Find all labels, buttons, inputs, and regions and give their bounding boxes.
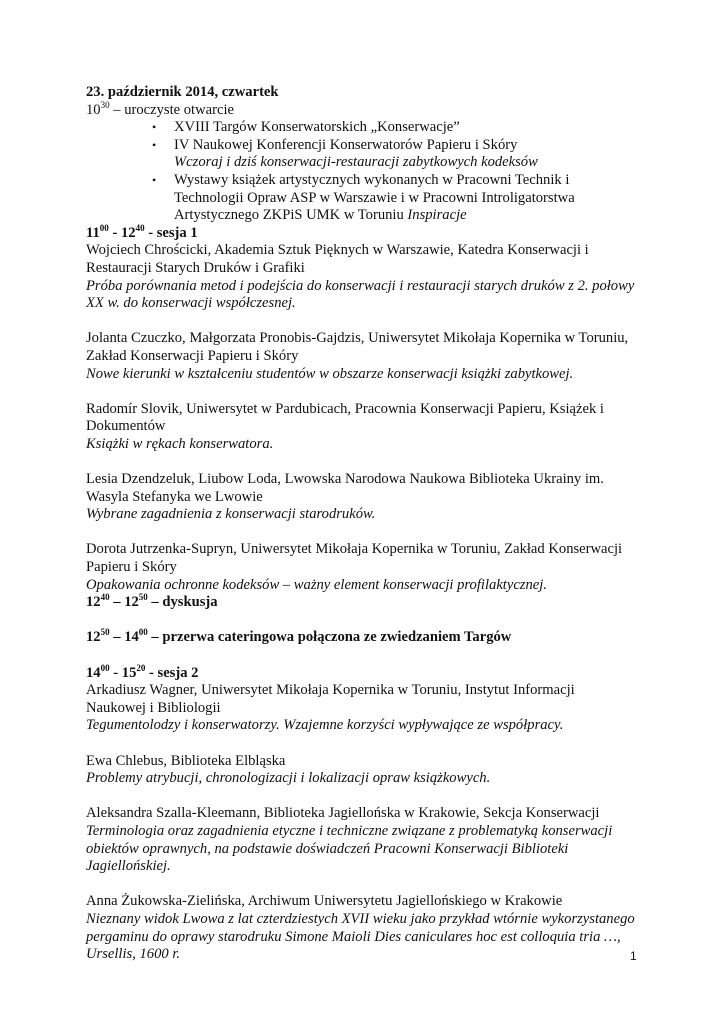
bullet-icon: • (152, 172, 157, 187)
discussion-header: $12^{40} - 12^{50}$ – dyskusja (86, 592, 218, 611)
opening-time-hour: 10 (86, 101, 101, 118)
talk-author: Restauracji Starych Druków i Grafiki (86, 259, 305, 276)
talk-author: Anna Żukowska-Zielińska, Archiwum Uniwersytetu Jagiellońskiego w Krakowie (86, 893, 563, 910)
day-header: 23. październik 2014, czwartek (86, 84, 279, 100)
talk (86, 753, 686, 788)
talk-author: Arkadiusz Wagner, Uniwersytet Mikołaja Kopernika w Toruniu, Instytut Informacji (86, 682, 575, 699)
talk (86, 330, 686, 383)
session-2-header: $14^{00} - 15^{20}$ - sesja 2 (86, 662, 199, 681)
talk-title: Tegumentolodzy i konserwatorzy. Wzajemne korzyści wypływające ze współpracy. (86, 717, 564, 734)
page-number: 1 (630, 949, 637, 963)
talk-title: Opakowania ochronne kodeksów – ważny element konserwacji profilaktycznej. (86, 576, 547, 593)
talk (86, 805, 686, 875)
talk-title: Nieznany widok Lwowa z lat czterdziestych XVII wieku jako przykład wtórnie wykorzystanego (86, 910, 635, 927)
break-header: $12^{50} - 14^{00}$ – przerwa cateringowa połączona ze zwiedzaniem Targów (86, 627, 512, 646)
opening-list (86, 119, 686, 225)
talk-author: Naukowej i Bibliologii (86, 699, 221, 716)
opening-item (86, 119, 686, 137)
talk-title: pergaminu do oprawy starodruku Simone Maioli Dies caniculares hoc est colloquia tria …, (86, 928, 621, 945)
opening-item-text: IV Naukowej Konferencji Konserwatorów Papieru i Skóry (174, 136, 518, 153)
bullet-icon: • (152, 120, 157, 135)
talk-title: obiektów oprawnych, na podstawie doświadczeń Pracowni Konserwacji Biblioteki (86, 840, 569, 857)
talk-author: Lesia Dzendzeluk, Liubow Loda, Lwowska Narodowa Naukowa Biblioteka Ukrainy im. (86, 471, 604, 488)
talk (86, 471, 686, 524)
talk-title: Nowe kierunki w kształceniu studentów w obszarze konserwacji książki zabytkowej. (86, 365, 574, 382)
talk (86, 242, 686, 312)
opening-item-italic: Inspiracje (407, 207, 467, 224)
talk-title: Ursellis, 1600 r. (86, 946, 181, 963)
talk-author: Radomír Slovik, Uniwersytet w Pardubicach, Pracownia Konserwacji Papieru, Książek i (86, 400, 604, 417)
talk-author: Wasyla Stefanyka we Lwowie (86, 488, 263, 505)
talk-title: Problemy atrybucji, chronologizacji i lokalizacji opraw książkowych. (86, 770, 491, 787)
talk-author: Ewa Chlebus, Biblioteka Elbląska (86, 752, 286, 769)
talk-author: Dorota Jutrzenka-Supryn, Uniwersytet Mikołaja Kopernika w Toruniu, Zakład Konserwacji (86, 541, 623, 558)
bullet-icon: • (152, 137, 157, 152)
talk-author: Aleksandra Szalla-Kleemann, Biblioteka Jagiellońska w Krakowie, Sekcja Konserwacji (86, 805, 600, 822)
opening-item-text: Wystawy książek artystycznych wykonanych w Pracowni Technik i (174, 171, 570, 188)
talk-author: Dokumentów (86, 418, 166, 435)
talk-author: Wojciech Chrościcki, Akademia Sztuk Pięknych w Warszawie, Katedra Konserwacji i (86, 242, 589, 259)
talk-title: Jagiellońskiej. (86, 858, 171, 875)
opening-line (86, 99, 686, 120)
document-body (86, 84, 686, 964)
opening-time-minute: 30 (100, 99, 110, 110)
talk-author: Jolanta Czuczko, Małgorzata Pronobis-Gajdzis, Uniwersytet Mikołaja Kopernika w Toruniu, (86, 330, 629, 347)
session-1-header: $11^{00} - 12^{40}$ - sesja 1 (86, 222, 198, 241)
talk-title: Wybrane zagadnienia z konserwacji starodruków. (86, 506, 376, 523)
opening-item-italic: Wczoraj i dziś konserwacji-restauracji zabytkowych kodeksów (174, 154, 538, 171)
opening-item (86, 172, 686, 225)
talk-author: Zakład Konserwacji Papieru i Skóry (86, 347, 299, 364)
talk (86, 682, 686, 735)
talk-title: Książki w rękach konserwatora. (86, 435, 274, 452)
talk-title: Próba porównania metod i podejścia do konserwacji i restauracji starych druków z 2. połowy (86, 277, 635, 294)
talk (86, 541, 686, 594)
talk-author: Papieru i Skóry (86, 559, 177, 576)
opening-item-text: XVIII Targów Konserwatorskich „Konserwacje” (174, 119, 460, 136)
opening-item-text: Technologii Opraw ASP w Warszawie i w Pracowni Introligatorstwa (174, 189, 575, 206)
talk (86, 893, 686, 963)
talk (86, 401, 686, 454)
opening-item-plain: Artystycznego ZKPiS UMK w Toruniu (174, 207, 408, 224)
talk-title: XX w. do konserwacji współczesnej. (86, 295, 296, 312)
opening-item-text (174, 207, 686, 225)
talk-title: Terminologia oraz zagadnienia etyczne i techniczne związane z problematyką konserwacji (86, 822, 613, 839)
opening-item (86, 137, 686, 172)
opening-label: – uroczyste otwarcie (109, 101, 234, 118)
